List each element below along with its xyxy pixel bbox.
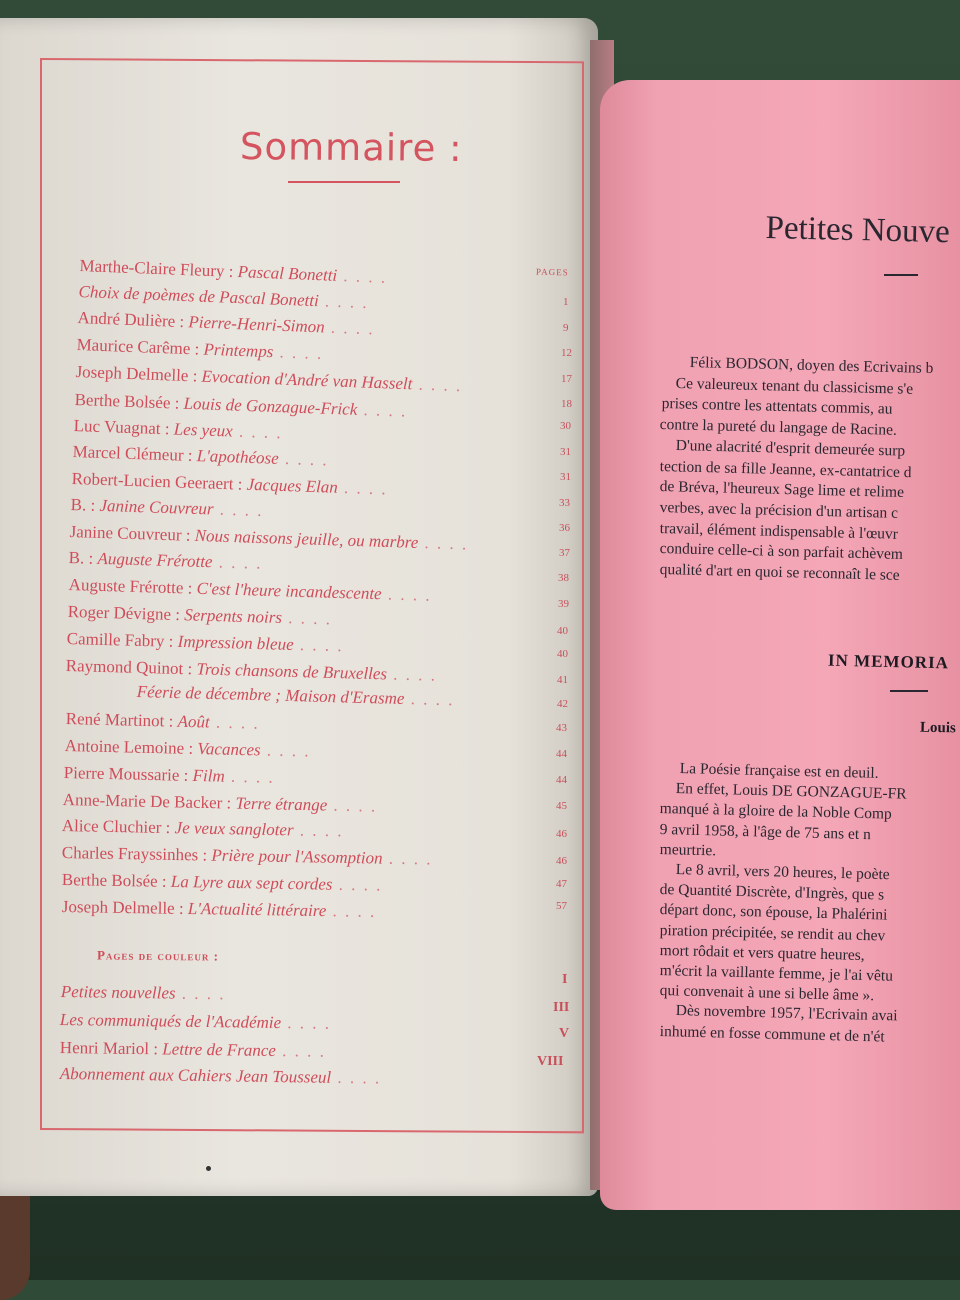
right-page-line: tection de sa fille Jeanne, ex-cantatrice d [659, 457, 912, 481]
toc-leader-dots: . . . . [332, 874, 383, 895]
right-page-title: Petites Nouve [765, 210, 951, 251]
toc-page-number: V [559, 1026, 570, 1041]
toc-page-number: 57 [556, 900, 567, 912]
page-title: Sommaire : [239, 125, 463, 170]
toc-entry [60, 1064, 382, 1094]
toc-entry-author: Pierre Moussarie : [63, 763, 193, 785]
toc-leader-dots: . . . . [175, 983, 226, 1004]
toc-page-number: I [562, 972, 568, 987]
right-page-line: inhumé en fosse commune et de n'ét [659, 1022, 885, 1046]
toc-entry-author: Berthe Bolsée : [74, 390, 184, 413]
toc-entry-author: Raymond Quinot : [65, 656, 197, 679]
toc-entry-title: L'apothéose [196, 446, 280, 468]
right-page-line: prises contre les attentats commis, au [661, 395, 893, 419]
toc-entry-title: Louis de Gonzague-Frick [183, 393, 358, 419]
toc-leader-dots: . . . . [232, 421, 284, 443]
color-pages-heading: Pages de couleur : [96, 947, 220, 964]
toc-entry-title: Je veux sangloter [174, 818, 294, 840]
right-page-line: verbes, avec la précision d'un artisan c [659, 498, 899, 522]
heading-rule [890, 690, 928, 692]
right-page-line: manqué à la gloire de la Noble Comp [659, 800, 892, 824]
toc-entry-title: Film [192, 765, 225, 786]
toc-entry-title: Les yeux [173, 419, 234, 441]
toc-entry-author: Camille Fabry : [66, 629, 178, 651]
right-page-line: Ce valeureux tenant du classicisme s'e [675, 374, 914, 398]
toc-leader-dots: . . . . [326, 901, 377, 921]
toc-page-number: 39 [558, 598, 569, 610]
in-memoriam-heading: IN MEMORIA [827, 650, 950, 673]
toc-leader-dots: . . . . [278, 448, 330, 470]
toc-page-number: III [553, 1000, 570, 1015]
toc-entry [63, 763, 275, 794]
toc-entry-author: Henri Mariol : [59, 1038, 163, 1059]
speck [206, 1166, 211, 1171]
toc-entry [64, 736, 310, 768]
toc-entry-author: Auguste Frérotte : [68, 575, 197, 598]
toc-leader-dots: . . . . [280, 1013, 332, 1033]
right-page-line: de Bréva, l'heureux Sage lime et relime [659, 478, 905, 502]
right-title-rule [884, 274, 918, 276]
toc-page-number: 46 [556, 855, 567, 867]
toc-leader-dots: . . . . [273, 342, 324, 364]
toc-entry-title: Vacances [197, 739, 261, 760]
toc-entry-title: Terre étrange [235, 793, 328, 815]
toc-leader-dots: . . . . [412, 374, 463, 396]
toc-entry-author: René Martinot : [65, 709, 178, 731]
toc-page-number: 42 [557, 698, 568, 710]
toc-entry-author: Luc Vuagnat : [73, 416, 175, 439]
right-page-line: qui convenait à une si belle âme ». [659, 982, 875, 1005]
toc-entry-title: Evocation d'André van Hasselt [201, 366, 413, 394]
toc-entry [65, 709, 260, 740]
toc-entry-title: La Lyre aux sept cordes [170, 871, 333, 894]
toc-page-number: 38 [558, 572, 569, 584]
toc-leader-dots: . . . . [260, 740, 311, 761]
toc-leader-dots: . . . . [356, 399, 408, 421]
toc-page-number: VIII [537, 1054, 564, 1069]
toc-entry-title: Printemps [203, 339, 274, 362]
toc-page-number: 47 [556, 878, 567, 890]
toc-entry-title: Impression bleue [177, 631, 294, 654]
right-page-line: Félix BODSON, doyen des Ecrivains b [689, 354, 934, 377]
toc-page-number: 44 [556, 774, 567, 786]
toc-entry-author: Marcel Clémeur : [72, 442, 198, 466]
toc-leader-dots: . . . . [336, 265, 388, 287]
right-page-line: piration précipitée, se rendit au chev [659, 921, 886, 945]
toc-entry-title: Lettre de France [162, 1039, 277, 1061]
toc-page-number: 17 [561, 373, 572, 385]
right-page-line: 9 avril 1958, à l'âge de 75 ans et n [659, 820, 872, 843]
right-page-line: qualité d'art en quoi se reconnaît le sce [659, 561, 900, 584]
toc-entry-title: Les communiqués de l'Académie [59, 1010, 282, 1033]
toc-leader-dots: . . . . [275, 1041, 327, 1061]
toc-entry-title: Prière pour l'Assomption [211, 845, 383, 868]
toc-leader-dots: . . . . [324, 317, 376, 339]
toc-leader-dots: . . . . [209, 712, 260, 733]
toc-leader-dots: . . . . [327, 795, 378, 816]
toc-leader-dots: . . . . [382, 848, 433, 869]
toc-entry-author: Alice Cluchier : [61, 816, 175, 838]
toc-leader-dots: . . . . [318, 291, 370, 313]
toc-page-number: 31 [560, 446, 571, 458]
toc-leader-dots: . . . . [337, 477, 389, 499]
toc-entry-author: André Dulière : [77, 308, 189, 332]
toc-entry-author: Joseph Delmelle : [75, 362, 202, 386]
toc-entry-title: Pierre-Henri-Simon [188, 312, 326, 337]
right-page-line: D'une alacrité d'esprit demeurée surp [675, 436, 906, 460]
toc-entry-title: Jacques Elan [246, 474, 339, 497]
right-page-line: La Poésie française est en deuil. [679, 760, 879, 782]
toc-entry-author: Janine Couvreur : [69, 522, 196, 545]
toc-page-number: 1 [563, 296, 569, 308]
toc-page-number: 12 [561, 347, 572, 359]
toc-page-number: 44 [556, 748, 567, 760]
toc-page-number: 33 [559, 497, 570, 509]
toc-entry-author: Berthe Bolsée : [61, 870, 172, 891]
toc-entry-title: Féerie de décembre ; Maison d'Erasme [136, 682, 405, 709]
toc-entry-title: Auguste Frérotte [97, 548, 213, 572]
toc-page-number: 18 [561, 398, 572, 410]
toc-page-number: 40 [557, 648, 568, 660]
right-page-line: travail, élément indispensable à l'œuvr [659, 519, 899, 543]
right-page-line: Dès novembre 1957, l'Ecrivain avai [675, 1002, 898, 1025]
toc-entry-title: Abonnement aux Cahiers Jean Tousseul [59, 1064, 332, 1087]
toc-leader-dots: . . . . [386, 664, 438, 685]
toc-leader-dots: . . . . [212, 552, 263, 573]
toc-leader-dots: . . . . [404, 689, 455, 710]
toc-entry-author: B. : [68, 548, 98, 568]
toc-leader-dots: . . . . [281, 607, 333, 629]
toc-entry-author: Roger Dévigne : [67, 602, 185, 625]
toc-leader-dots: . . . . [293, 634, 344, 656]
toc-page-number: 30 [560, 420, 571, 432]
right-page-line: En effet, Louis DE GONZAGUE-FR [675, 780, 907, 803]
right-page-line: Le 8 avril, vers 20 heures, le poète [675, 861, 890, 884]
subheading: Louis [919, 719, 957, 737]
right-page-line: m'écrit la vaillante femme, je l'ai vêtu [659, 962, 894, 985]
toc-entry-author: Charles Frayssinhes : [61, 843, 212, 865]
toc-page-number: 36 [559, 522, 570, 534]
toc-leader-dots: . . . . [213, 499, 264, 521]
toc-entry-title: C'est l'heure incandescente [196, 578, 382, 604]
toc-entry [60, 1038, 326, 1068]
right-page-line: de Quantité Discrète, d'Ingrès, que s [659, 881, 885, 904]
toc-leader-dots: . . . . [418, 532, 469, 554]
toc-leader-dots: . . . . [224, 766, 275, 787]
right-page-line: contre la pureté du langage de Racine. [659, 416, 898, 439]
toc-page-number: 45 [556, 800, 567, 812]
toc-page-number: 46 [556, 828, 567, 840]
toc-entry-title: L'Actualité littéraire [187, 898, 327, 921]
toc-entry-author: Joseph Delmelle : [61, 897, 189, 918]
right-page-line: conduire celle-ci à son parfait achèvem [659, 540, 904, 564]
toc-entry [62, 897, 377, 928]
toc-entry-title: Août [177, 711, 210, 732]
toc-entry [60, 1010, 332, 1040]
toc-page-number: 37 [559, 547, 570, 559]
pages-column-label: PAGES [535, 266, 569, 278]
toc-entry-title: Janine Couvreur [99, 495, 214, 519]
toc-entry-author: Marthe-Claire Fleury : [79, 256, 239, 282]
toc-entry-title: Choix de poèmes de Pascal Bonetti [78, 282, 320, 311]
toc-entry-title: Petites nouvelles [60, 982, 176, 1003]
toc-entry-author: Maurice Carême : [76, 335, 204, 359]
toc-leader-dots: . . . . [331, 1067, 382, 1088]
toc-entry [61, 982, 226, 1010]
toc-entry-title: Trois chansons de Bruxelles [196, 659, 388, 684]
toc-entry-author: B. : [70, 495, 100, 515]
right-page-line: meurtrie. [659, 840, 717, 860]
toc-entry-author: Antoine Lemoine : [64, 736, 198, 759]
toc-page-number: 9 [563, 322, 569, 334]
toc-entry-author: Robert-Lucien Geeraert : [71, 469, 248, 494]
toc-entry-author: Anne-Marie De Backer : [62, 790, 236, 813]
toc-page-number: 40 [557, 625, 568, 637]
toc-entry [62, 816, 344, 847]
toc-page-number: 43 [556, 722, 567, 734]
right-page-line: départ donc, son épouse, la Phalérini [659, 901, 888, 924]
toc-leader-dots: . . . . [381, 584, 432, 605]
right-page-line: mort rôdait et vers quatre heures, [659, 941, 865, 964]
toc-page-number: 41 [557, 674, 568, 686]
toc-entry-title: Nous naissons jeuille, ou marbre [194, 525, 419, 552]
toc-leader-dots: . . . . [293, 820, 344, 841]
toc-page-number: 31 [560, 471, 571, 483]
toc-entry-title: Pascal Bonetti [237, 262, 338, 285]
toc-entry-title: Serpents noirs [184, 605, 283, 627]
